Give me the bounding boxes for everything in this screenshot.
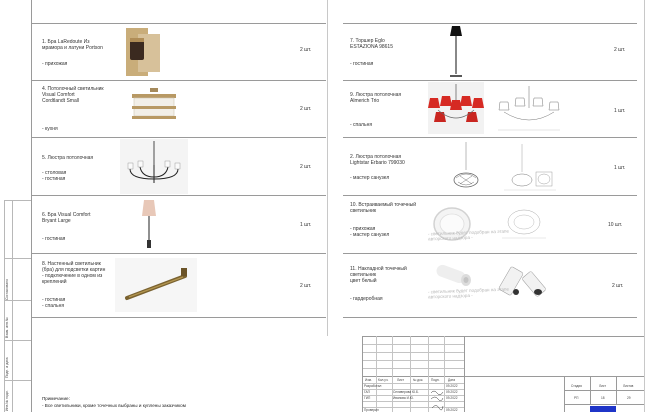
right-row-separator bbox=[343, 137, 637, 138]
wire-pendant-image bbox=[448, 140, 484, 194]
swing-arm-sconce-image bbox=[138, 196, 162, 252]
company-logo bbox=[590, 406, 616, 412]
floor-lamp-image bbox=[444, 24, 468, 80]
side-stamp-sep bbox=[4, 258, 31, 259]
left-row-separator bbox=[32, 23, 326, 24]
frame-middle-divider bbox=[327, 0, 328, 336]
item-quantity: 2 шт. bbox=[300, 283, 312, 289]
side-stamp-sep bbox=[4, 300, 31, 301]
item-quantity: 1 шт. bbox=[300, 222, 312, 228]
notes-heading: Примечание: bbox=[42, 396, 70, 401]
sheet-header-total: Листов bbox=[623, 384, 634, 388]
item-title: 5. Люстра потолочная bbox=[42, 155, 94, 161]
stamp-header-cell: Дата bbox=[448, 378, 456, 382]
left-row-separator bbox=[32, 317, 326, 318]
stamp-date: 09.2022 bbox=[446, 396, 458, 400]
item-rooms: - гостиная bbox=[350, 61, 374, 67]
item-rooms: - прихожая - мастер санузел bbox=[350, 226, 390, 238]
item-title: 10. Встраиваемый точечный светильник bbox=[350, 202, 417, 214]
side-label-replace: Взам. инв.№ bbox=[5, 317, 9, 338]
frame-right-border bbox=[644, 0, 645, 412]
left-row-separator bbox=[32, 137, 326, 138]
item-title: 11. Накладной точечный светильник цвет белый bbox=[350, 266, 407, 284]
ceiling-flush-mount-image bbox=[124, 84, 184, 134]
right-row-separator bbox=[343, 253, 637, 254]
item-rooms: - столовая - гостиная bbox=[42, 170, 67, 182]
item-rooms: - гостиная bbox=[42, 236, 66, 242]
item-title: 8. Настенный светильник (бра) для подсветки картин - подключение в одном из креплений bbox=[42, 261, 106, 285]
title-block bbox=[362, 336, 644, 412]
right-row-separator bbox=[343, 23, 637, 24]
side-label-inv: Инв.№ подл. bbox=[5, 390, 9, 411]
item-quantity: 10 шт. bbox=[608, 222, 623, 228]
item-quantity: 2 шт. bbox=[614, 47, 626, 53]
item-title: 1. Бра LaRedoute Из мрамора и латуни Portson bbox=[42, 39, 103, 51]
stamp-header-cell: Кол.уч. bbox=[378, 378, 389, 382]
item-quantity: 2 шт. bbox=[300, 106, 312, 112]
item-quantity: 1 шт. bbox=[614, 108, 626, 114]
sheet-value-sheet: 18 bbox=[601, 396, 605, 400]
left-row-separator bbox=[32, 253, 326, 254]
item-rooms: - спальня bbox=[350, 122, 373, 128]
stamp-name: Селиверова Ю.Б. bbox=[393, 390, 419, 394]
left-row-separator bbox=[32, 195, 326, 196]
item-quantity: 1 шт. bbox=[614, 165, 626, 171]
item-rooms: - прихожая bbox=[42, 61, 68, 67]
watermark-note: - светильник будет подобран на этапе авторского надзора - bbox=[427, 286, 510, 300]
item-title: 9. Люстра потолочная Almerich Trio bbox=[350, 92, 402, 104]
surface-spot-drawing-image bbox=[494, 258, 558, 308]
item-quantity: 2 шт. bbox=[300, 47, 312, 53]
stamp-name: Иванова И.Ю. bbox=[393, 396, 414, 400]
item-rooms: - гардеробная bbox=[350, 296, 383, 302]
stamp-header-cell: Подп. bbox=[431, 378, 440, 382]
sheet-value-total: 29 bbox=[627, 396, 631, 400]
right-row-separator bbox=[343, 195, 637, 196]
stamp-role: Проверил bbox=[364, 408, 379, 412]
side-stamp-sep bbox=[4, 200, 31, 201]
stamp-date: 09.2022 bbox=[446, 408, 458, 412]
picture-light-image bbox=[115, 258, 197, 312]
item-title: 6. Бра Visual Comfort Bryant Large bbox=[42, 212, 91, 224]
marble-brass-sconce-image bbox=[120, 24, 164, 80]
sheet-value-stage: РП bbox=[574, 396, 579, 400]
right-row-separator bbox=[343, 80, 637, 81]
chandelier-black-image bbox=[120, 139, 188, 194]
stamp-date: 09.2022 bbox=[446, 384, 458, 388]
item-rooms: - мастер санузел bbox=[350, 175, 390, 181]
stamp-role: ГАП bbox=[364, 390, 370, 394]
side-label-approved: Согласовано bbox=[5, 278, 9, 300]
item-rooms: - кухня bbox=[42, 126, 58, 132]
item-title: 2. Люстра потолочная Lightstar Erbario 799030 bbox=[350, 154, 405, 166]
stamp-role: Разработал bbox=[364, 384, 382, 388]
wire-pendant-drawing-image bbox=[500, 142, 560, 194]
right-row-separator bbox=[343, 317, 637, 318]
notes-line: - Все светильники, кроме точечных выбраны и куплены заказчиком bbox=[42, 403, 186, 408]
signature-scribble bbox=[430, 389, 444, 411]
item-title: 4. Потолочный светильник Visual Comfort Cordtlandt Small bbox=[42, 86, 104, 104]
side-label-sign-date: Подп. и дата bbox=[5, 357, 9, 378]
frame-left-border bbox=[31, 0, 32, 412]
side-stamp-sep bbox=[4, 340, 31, 341]
item-quantity: 2 шт. bbox=[300, 164, 312, 170]
stamp-date: 09.2022 bbox=[446, 390, 458, 394]
side-stamp-sep bbox=[4, 380, 31, 381]
item-rooms: - гостиная - спальня bbox=[42, 297, 66, 309]
stamp-header-cell: № док. bbox=[413, 378, 424, 382]
watermark-note: - светильник будет подобран на этапе авторского надзора - bbox=[427, 228, 510, 242]
item-title: 7. Торшер Eglo ESTAZIONA 98615 bbox=[350, 38, 393, 50]
sheet-header-sheet: Лист bbox=[599, 384, 606, 388]
stamp-role: ГИП bbox=[364, 396, 371, 400]
sheet-header-stage: Стадия bbox=[571, 384, 582, 388]
item-quantity: 2 шт. bbox=[612, 283, 624, 289]
stamp-header-cell: Лист bbox=[397, 378, 404, 382]
stamp-header-cell: Изм. bbox=[365, 378, 372, 382]
chandelier-drawing-image bbox=[494, 84, 564, 134]
red-chandelier-image bbox=[428, 82, 484, 134]
left-row-separator bbox=[32, 80, 326, 81]
